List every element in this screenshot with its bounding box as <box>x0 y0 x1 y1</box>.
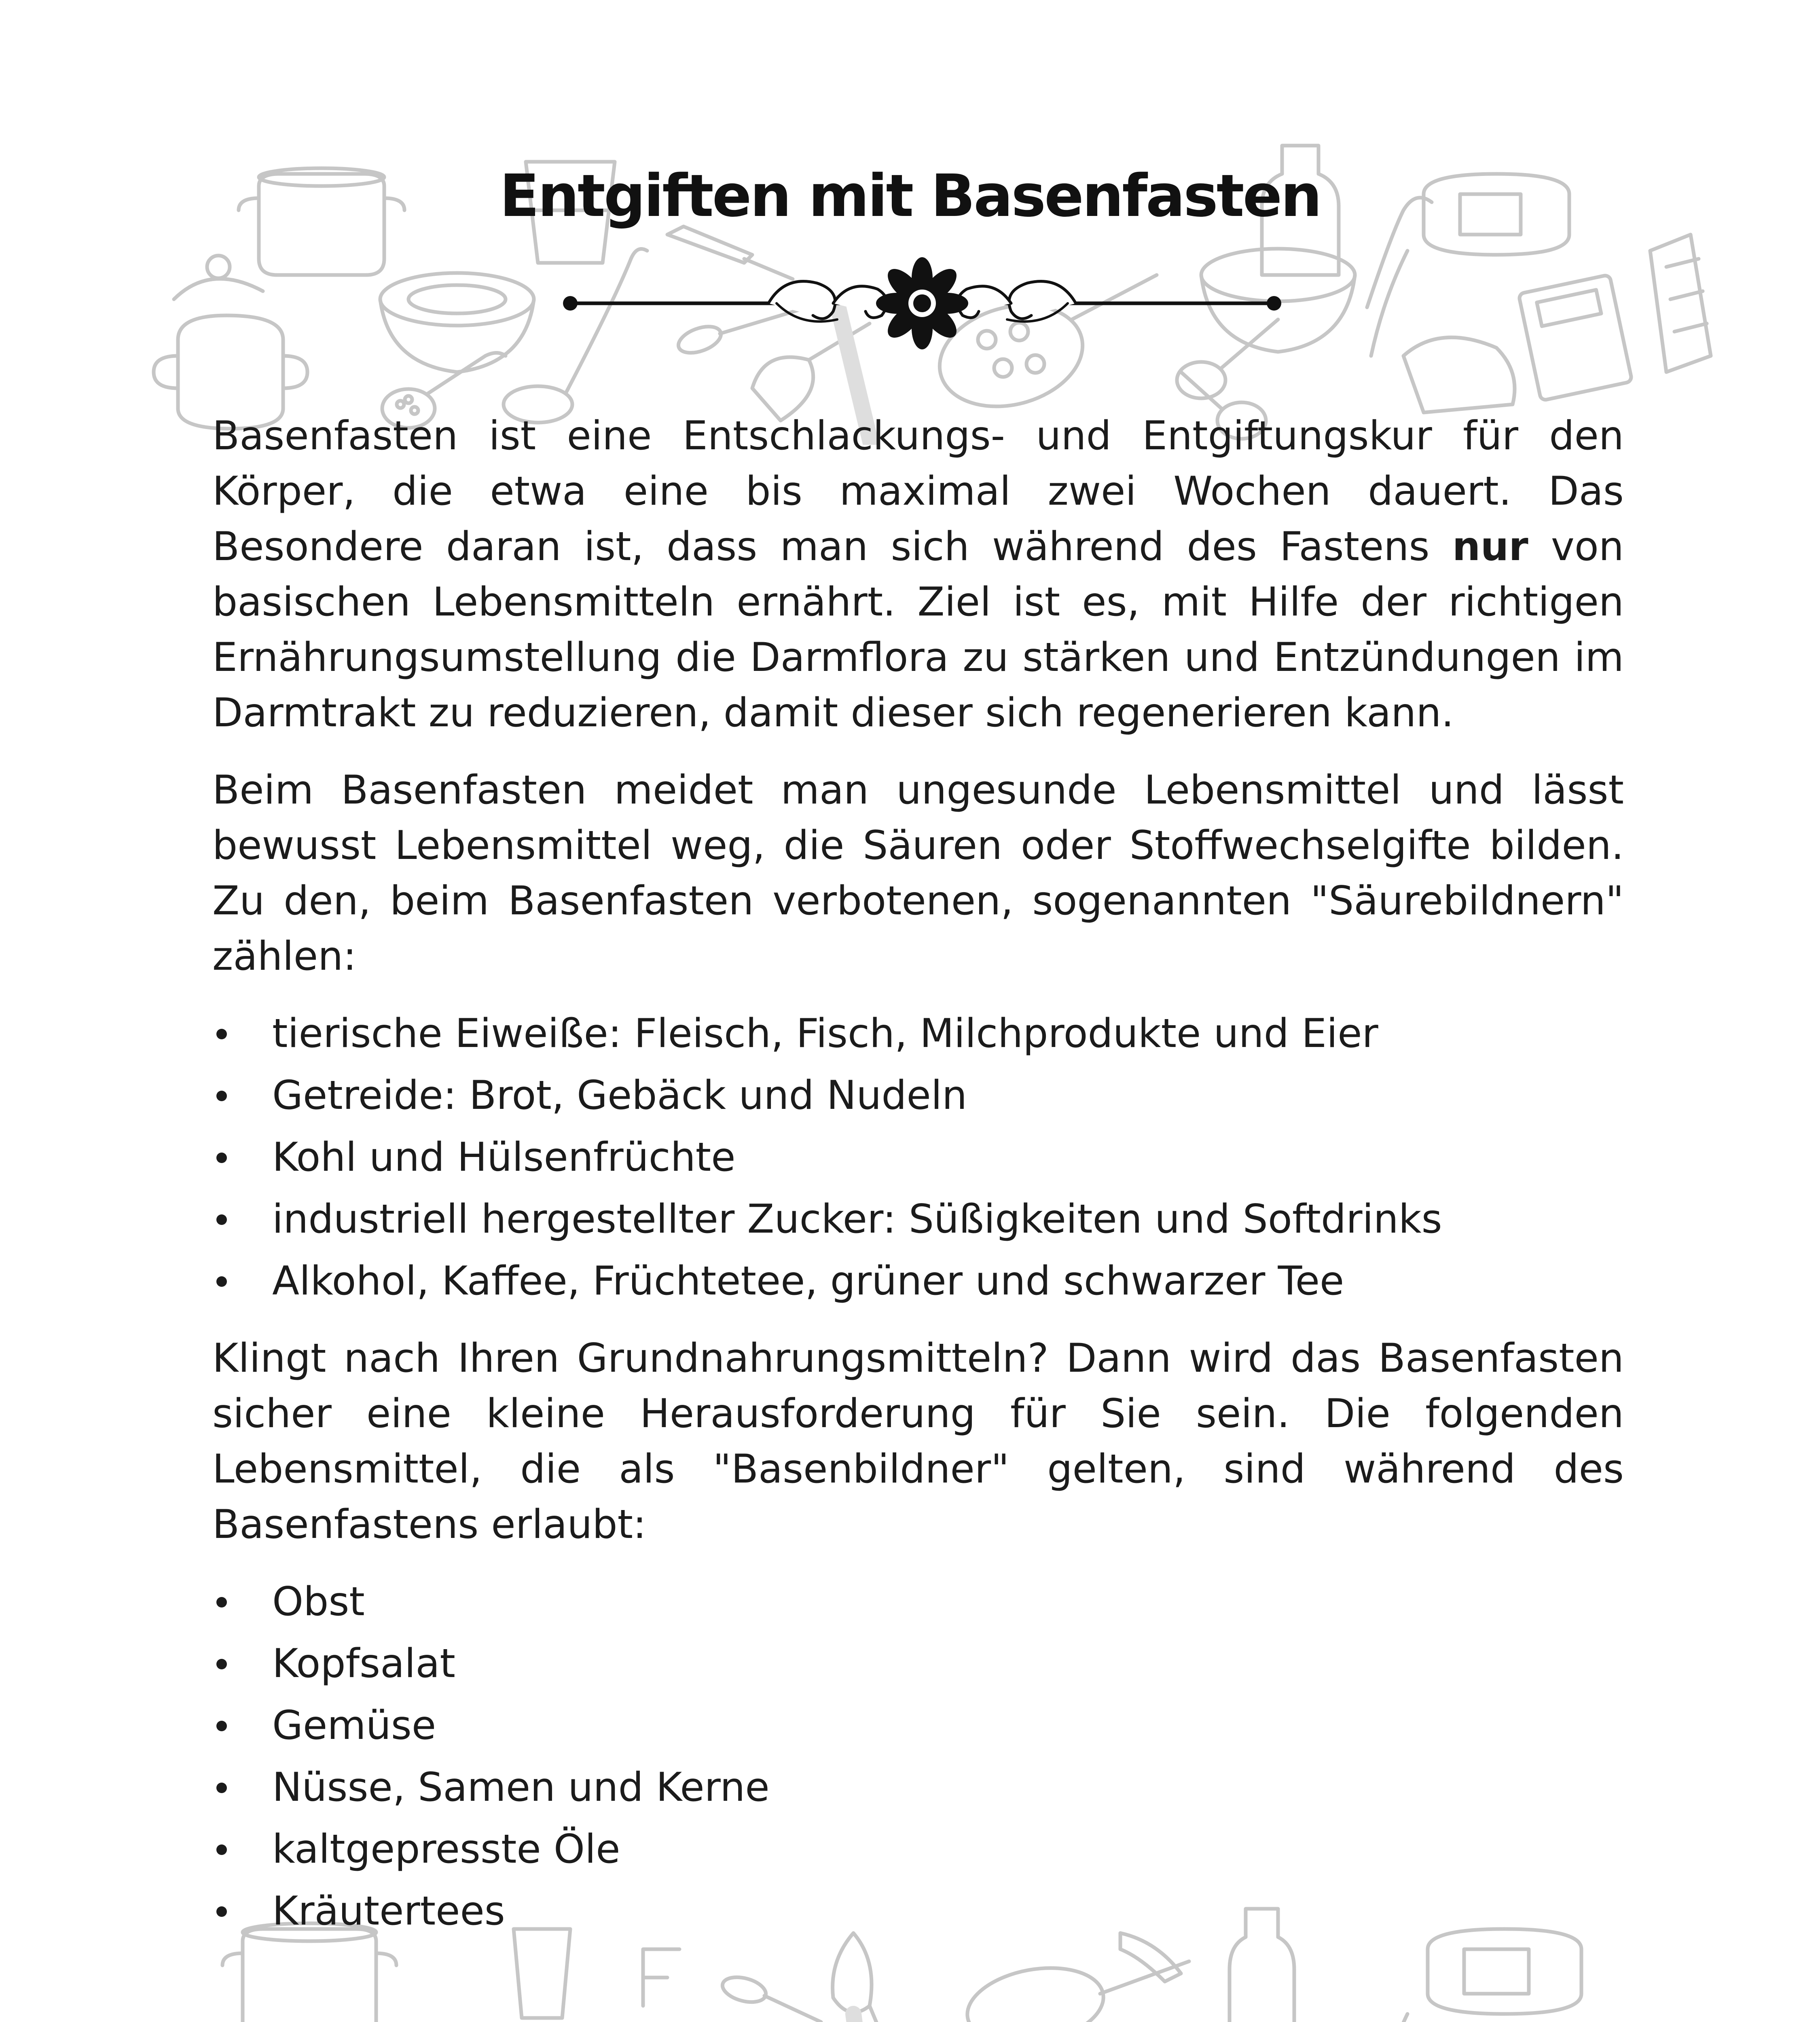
intro-text-after: von basischen Lebensmitteln ernährt. Ziel ist es, mit Hilfe der richtigen Ernährungsumstellung die Darmflora zu stärken und Entzündungen im Darmtrakt zu reduzieren, damit dieser sich regenerieren kann. <box>212 524 1624 736</box>
list-item-text: tierische Eiweiße: Fleisch, Fisch, Milchprodukte und Eier <box>272 1011 1378 1057</box>
list-item <box>212 1884 1624 1939</box>
list-item-text: Nüsse, Samen und Kerne <box>272 1764 770 1810</box>
bullet-icon <box>216 1844 227 1855</box>
bullet-icon <box>216 1721 227 1731</box>
article-body <box>212 408 1624 1961</box>
acid-formers-intro: Beim Basenfasten meidet man ungesunde Lebensmittel und lässt bewusst Lebensmittel weg, die Säuren oder Stoffwechselgifte bilden. Zu den, beim Basenfasten verbotenen, sogenannten "Säurebildnern" zählen: <box>212 767 1624 979</box>
bullet-icon <box>216 1153 227 1163</box>
list-item-text: Getreide: Brot, Gebäck und Nudeln <box>272 1072 967 1119</box>
list-item-text: industriell hergestellter Zucker: Süßigkeiten und Softdrinks <box>272 1196 1442 1242</box>
list-item-text: kaltgepresste Öle <box>272 1826 620 1872</box>
list-item <box>212 1574 1624 1630</box>
bullet-icon <box>216 1276 227 1287</box>
bullet-icon <box>216 1783 227 1793</box>
bullet-icon <box>216 1659 227 1669</box>
bullet-icon <box>216 1214 227 1225</box>
list-item <box>212 1636 1624 1692</box>
bullet-icon <box>216 1091 227 1101</box>
list-item-text: Kräutertees <box>272 1888 505 1934</box>
list-item-text: Kopfsalat <box>272 1641 455 1687</box>
intro-text-before: Basenfasten ist eine Entschlackungs- und Entgiftungskur für den Körper, die etwa eine bis maximal zwei Wochen dauert. Das Besondere daran ist, dass man sich während des Fastens <box>212 413 1624 570</box>
list-item <box>212 1254 1624 1309</box>
list-item-text: Kohl und Hülsenfrüchte <box>272 1134 736 1180</box>
bullet-icon <box>216 1029 227 1039</box>
page-title: Entgiften mit Basenfasten <box>499 162 1321 230</box>
base-formers-list <box>212 1574 1624 1939</box>
list-item-text: Alkohol, Kaffee, Früchtetee, grüner und schwarzer Tee <box>272 1258 1344 1304</box>
list-item <box>212 1698 1624 1753</box>
list-item <box>212 1130 1624 1185</box>
list-item <box>212 1068 1624 1123</box>
intro-paragraph <box>212 408 1624 741</box>
list-item-text: Gemüse <box>272 1703 436 1749</box>
list-item <box>212 1006 1624 1062</box>
intro-emphasis: nur <box>1452 524 1528 570</box>
acid-formers-list <box>212 1006 1624 1309</box>
base-formers-intro: Klingt nach Ihren Grundnahrungsmitteln? Dann wird das Basenfasten sicher eine kleine Herausforderung für Sie sein. Die folgenden Lebensmittel, die als "Basenbildner" gelten, sind während des Basenfastens erlaubt: <box>212 1335 1624 1548</box>
list-item-text: Obst <box>272 1579 365 1625</box>
bullet-icon <box>216 1906 227 1917</box>
bullet-icon <box>216 1597 227 1607</box>
list-item <box>212 1822 1624 1877</box>
list-item <box>212 1760 1624 1815</box>
list-item <box>212 1192 1624 1247</box>
flower-flourish-divider-icon <box>558 251 1286 356</box>
